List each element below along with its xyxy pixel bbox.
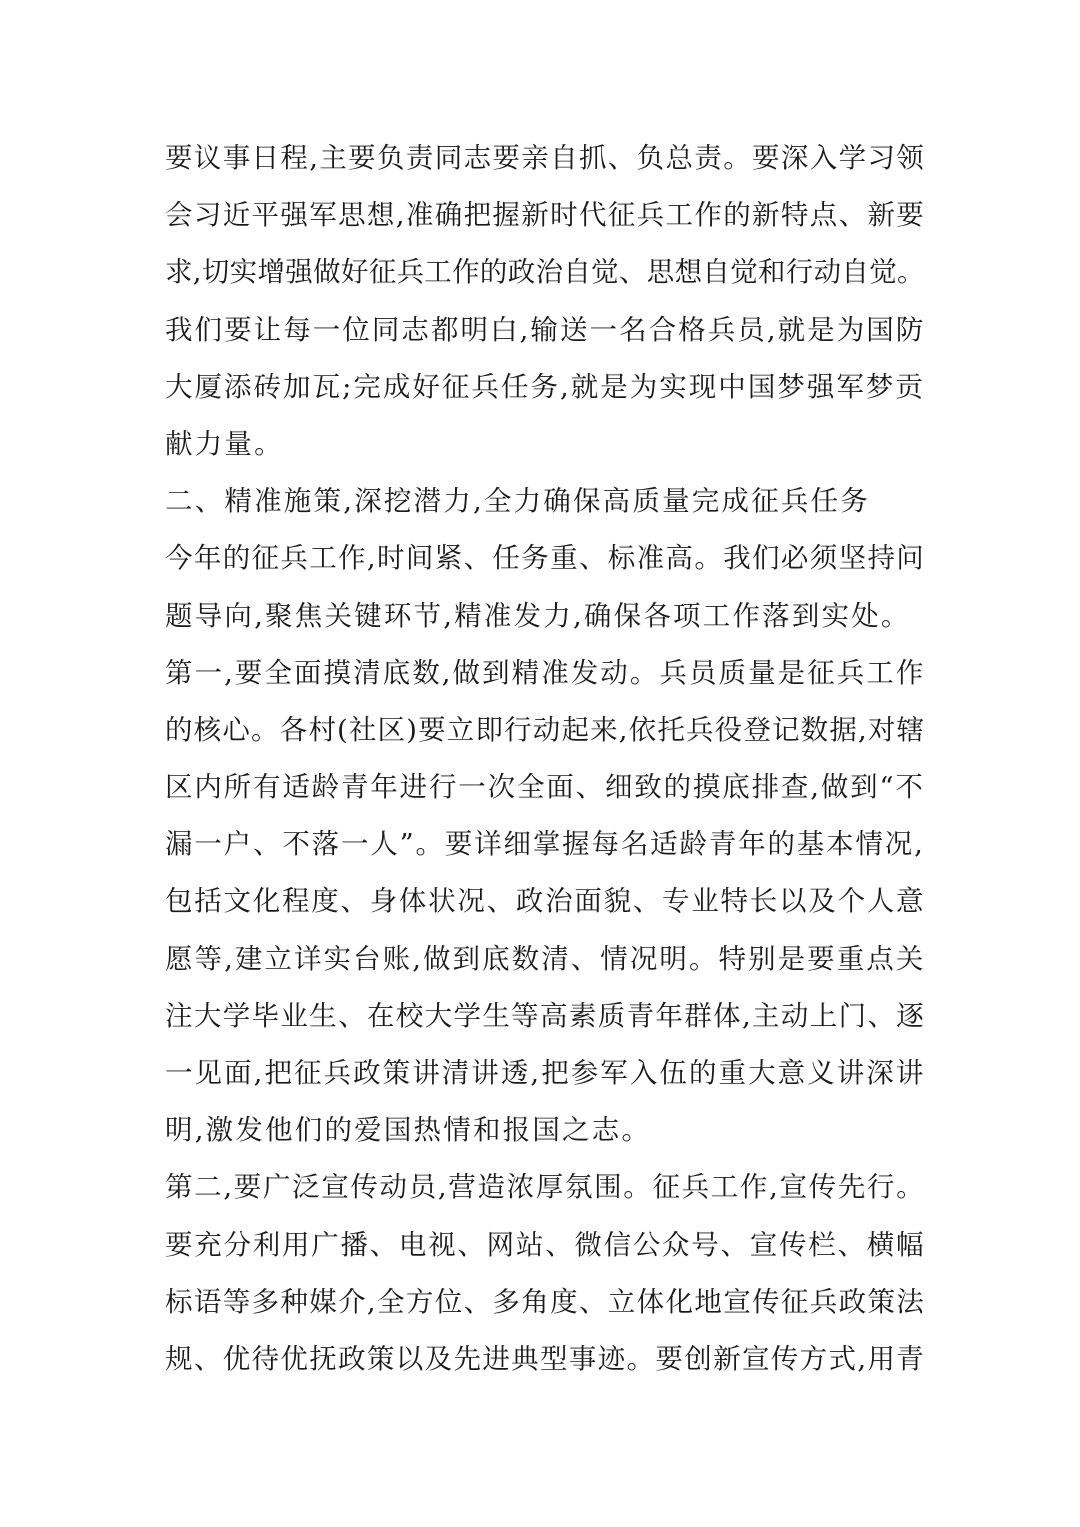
text-line: 的核心。各村(社区)要立即行动起来,依托兵役登记数据,对辖 <box>165 713 926 746</box>
text-line: 要议事日程,主要负责同志要亲自抓、负总责。要深入学习领 <box>165 142 926 174</box>
text-line: 今年的征兵工作,时间紧、任务重、标准高。我们必须坚持问 <box>165 542 926 575</box>
text-line: 规、优待优抚政策以及先进典型事迹。要创新宣传方式,用青 <box>165 1342 926 1375</box>
text-line: 题导向,聚焦关键环节,精准发力,确保各项工作落到实处。 <box>165 599 911 632</box>
body-text <box>165 130 925 1388</box>
text-line: 第一,要全面摸清底数,做到精准发动。兵员质量是征兵工作 <box>165 656 926 689</box>
text-line: 求,切实增强做好征兵工作的政治自觉、思想自觉和行动自觉。 <box>165 256 925 289</box>
text-line: 注大学毕业生、在校大学生等高素质青年群体,主动上门、逐 <box>165 999 926 1032</box>
text-line: 漏一户、不落一人”。要详细掌握每名适龄青年的基本情况, <box>165 828 925 861</box>
text-line: 明,激发他们的爱国热情和报国之志。 <box>165 1114 652 1147</box>
text-line: 包括文化程度、身体状况、政治面貌、专业特长以及个人意 <box>165 885 926 918</box>
section-heading: 二、精准施策,深挖潜力,全力确保高质量完成征兵任务 <box>165 485 870 518</box>
text-line: 第二,要广泛宣传动员,营造浓厚氛围。征兵工作,宣传先行。 <box>165 1171 926 1204</box>
text-line: 一见面,把征兵政策讲清讲透,把参军入伍的重大意义讲深讲 <box>165 1057 926 1089</box>
text-line: 会习近平强军思想,准确把握新时代征兵工作的新特点、新要 <box>165 199 926 232</box>
text-line: 大厦添砖加瓦;完成好征兵任务,就是为实现中国梦强军梦贡 <box>165 370 925 403</box>
text-line: 我们要让每一位同志都明白,输送一名合格兵员,就是为国防 <box>165 313 926 346</box>
text-line: 要充分利用广播、电视、网站、微信公众号、宣传栏、横幅 <box>165 1228 926 1261</box>
text-line: 愿等,建立详实台账,做到底数清、情况明。特别是要重点关 <box>165 942 926 975</box>
text-line: 区内所有适龄青年进行一次全面、细致的摸底排查,做到“不 <box>165 771 925 804</box>
text-line: 献力量。 <box>165 427 284 460</box>
text-line: 标语等多种媒介,全方位、多角度、立体化地宣传征兵政策法 <box>165 1285 926 1318</box>
